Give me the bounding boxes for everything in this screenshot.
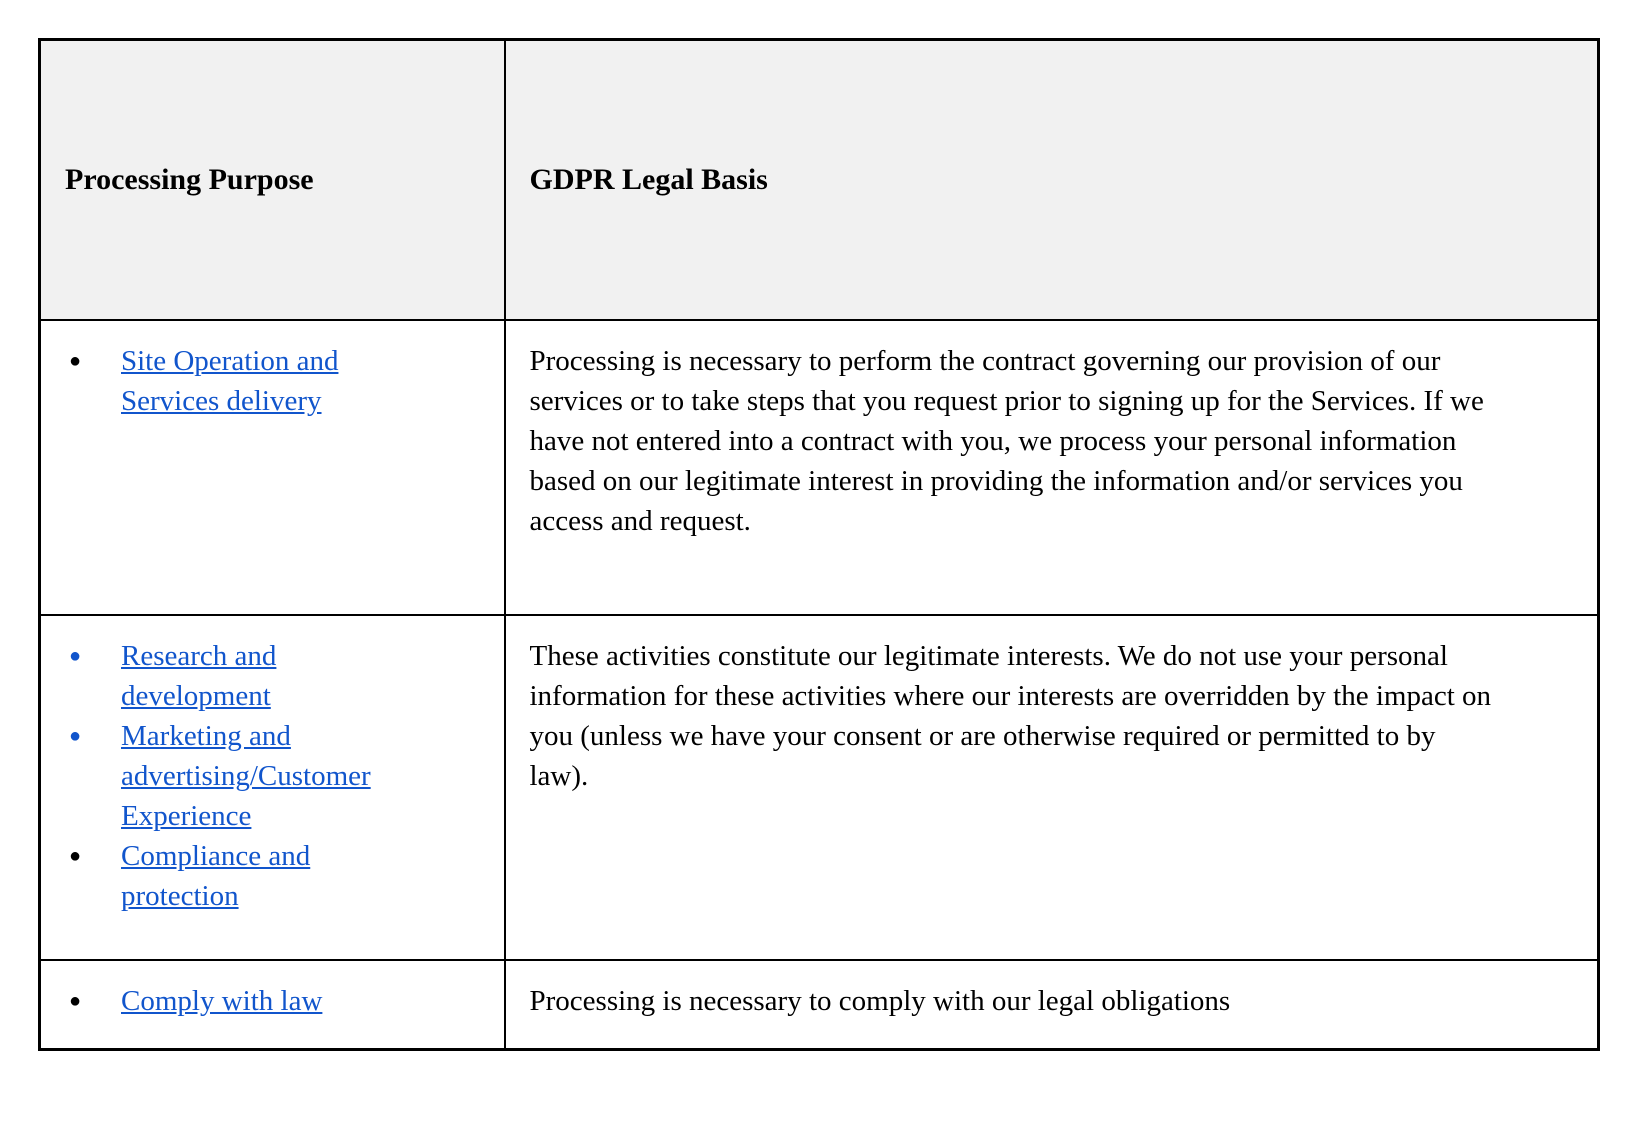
basis-text: These activities constitute our legitimate interests. We do not use your personal information for these activities where our interests are overridden by the impact on you (unless we have your consent or are otherwise required or permitted to by law).	[529, 639, 1492, 792]
list-item	[65, 836, 480, 916]
purpose-cell	[40, 615, 505, 960]
table-row	[40, 960, 1599, 1050]
link-marketing-and-advertising-customer-experience[interactable]: Marketing and advertising/Customer Experience	[121, 719, 371, 832]
link-compliance-and-protection[interactable]: Compliance and protection	[121, 839, 311, 912]
list-item	[65, 341, 480, 421]
list-item	[65, 716, 480, 836]
bullet-icon: ●	[69, 844, 82, 867]
table-header-row	[40, 40, 1599, 320]
list-item	[65, 636, 480, 716]
basis-text: Processing is necessary to comply with our legal obligations	[529, 984, 1231, 1017]
basis-text: Processing is necessary to perform the contract governing our provision of our services or to take steps that you request prior to signing up for the Services. If we have not entered into a contract with you, we process your personal information based on our legitimate interest in providing the information and/or services you access and request.	[529, 344, 1484, 537]
basis-cell	[505, 615, 1599, 960]
basis-cell	[505, 320, 1599, 615]
gdpr-legal-basis-table	[38, 38, 1600, 1051]
list-item	[65, 981, 480, 1021]
purpose-list	[65, 981, 480, 1021]
bullet-icon: ●	[69, 644, 82, 667]
link-comply-with-law[interactable]: Comply with law	[121, 984, 323, 1017]
purpose-list	[65, 341, 480, 421]
basis-cell	[505, 960, 1599, 1050]
table-row	[40, 320, 1599, 615]
purpose-cell	[40, 960, 505, 1050]
bullet-icon: ●	[69, 724, 82, 747]
link-site-operation-and-services-delivery[interactable]: Site Operation and Services delivery	[121, 344, 339, 417]
link-research-and-development[interactable]: Research and development	[121, 639, 277, 712]
bullet-icon: ●	[69, 989, 82, 1012]
table-row	[40, 615, 1599, 960]
bullet-icon: ●	[69, 349, 82, 372]
header-processing-purpose: Processing Purpose	[40, 40, 505, 320]
purpose-cell	[40, 320, 505, 615]
header-gdpr-legal-basis: GDPR Legal Basis	[505, 40, 1599, 320]
purpose-list	[65, 636, 480, 916]
